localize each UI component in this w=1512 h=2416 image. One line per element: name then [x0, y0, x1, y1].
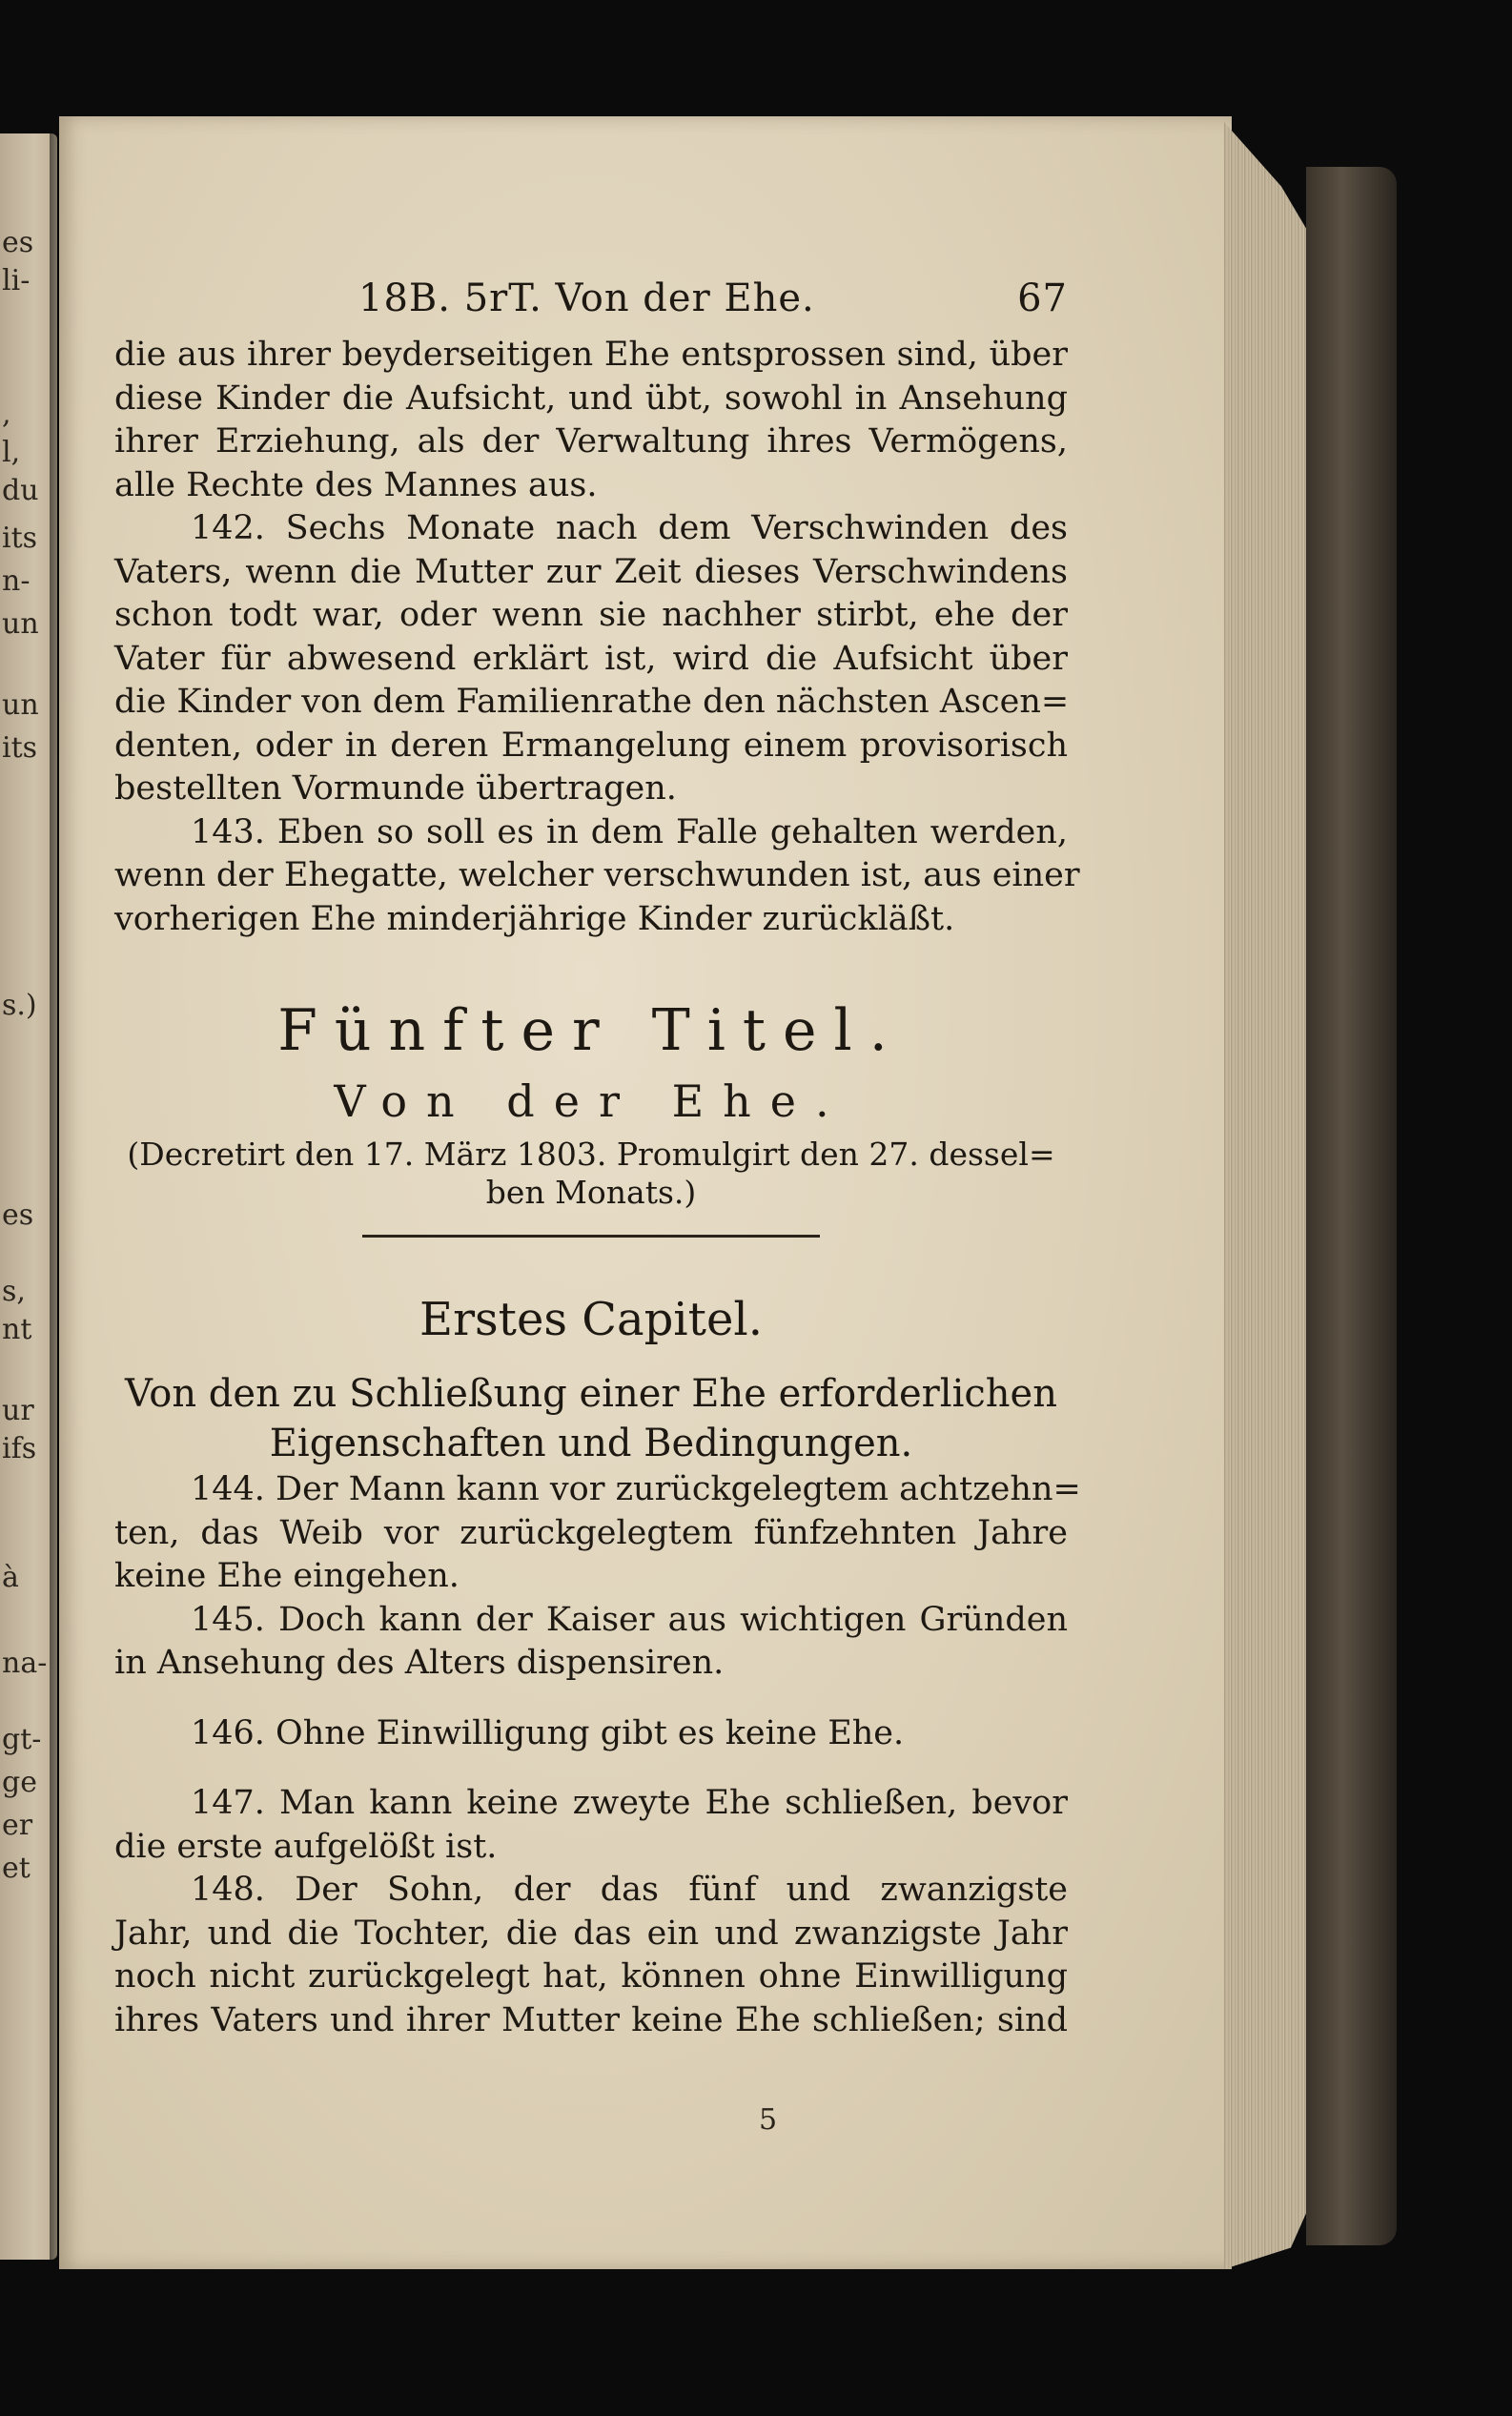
left-page-fragment: its [2, 731, 38, 765]
text-line: Vater für abwesend erklärt ist, wird die Aufsicht über [114, 639, 1068, 678]
text-line: alle Rechte des Mannes aus. [114, 465, 598, 504]
left-page-fragments [0, 133, 57, 2260]
chapter-subtitle [114, 1369, 1068, 1468]
paragraph-143 [114, 811, 1080, 942]
text-line: in Ansehung des Alters dispensiren. [114, 1644, 725, 1682]
left-page-fragment: du [2, 474, 39, 507]
text-line: 148. Der Sohn, der das fünf und zwanzigste [191, 1871, 1068, 1909]
left-page-fragment: s.) [2, 989, 37, 1022]
left-page-fragment: er [2, 1809, 33, 1842]
paragraph-147 [114, 1782, 1068, 1869]
paragraph-144 [114, 1468, 1081, 1599]
left-facing-page [0, 133, 57, 2260]
left-page-fragment: un [2, 688, 39, 722]
text-line: 145. Doch kann der Kaiser aus wichtigen Gründen [191, 1600, 1068, 1639]
page-edges [1224, 122, 1319, 2269]
book-cover-edge [1306, 167, 1397, 2245]
paragraph-145 [114, 1599, 1068, 1686]
text-line: 147. Man kann keine zweyte Ehe schließen, bevor [191, 1784, 1068, 1822]
text-line: vorherigen Ehe minderjährige Kinder zurückläßt. [114, 899, 955, 938]
text-line: die aus ihrer beyderseitigen Ehe entsprossen sind, über [114, 336, 1068, 374]
title-heading: Fünfter Titel. [277, 997, 905, 1064]
chapter-subtitle-line-2: Eigenschaften und Bedingungen. [269, 1422, 913, 1465]
left-page-fragment: ifs [2, 1432, 37, 1465]
text-line: die Kinder von dem Familienrathe den nächsten Ascen= [114, 683, 1070, 721]
text-line: ihres Vaters und ihrer Mutter keine Ehe schließen; sind [114, 2000, 1068, 2039]
left-page-fragment: l, [2, 436, 21, 469]
left-page-fragment: ge [2, 1766, 37, 1799]
text-line: 144. Der Mann kann vor zurückgelegtem achtzehn= [191, 1470, 1081, 1508]
divider-rule [362, 1235, 820, 1238]
left-page-fragment: ur [2, 1394, 34, 1427]
left-page-fragment: nt [2, 1313, 32, 1346]
title-subheading: Von der Ehe. [334, 1075, 848, 1127]
text-line: noch nicht zurückgelegt hat, können ohne Einwilligung [114, 1957, 1068, 1996]
text-line: Jahr, und die Tochter, die das ein und zwanzigste Jahr [114, 1914, 1068, 1953]
text-line: die erste aufgelößt ist. [114, 1827, 498, 1866]
decree-line-1: (Decretirt den 17. März 1803. Promulgirt den 27. dessel= [127, 1136, 1055, 1173]
left-page-fragment: à [2, 1561, 19, 1594]
continued-paragraph [114, 334, 1068, 507]
text-line: ten, das Weib vor zurückgelegtem fünfzehnten Jahre [114, 1513, 1068, 1552]
decree-note [114, 1136, 1068, 1212]
left-page-fragment: li- [2, 264, 31, 297]
text-line: bestellten Vormunde übertragen. [114, 769, 677, 808]
left-page-fragment: n- [2, 564, 31, 598]
left-page-fragment: et [2, 1852, 31, 1885]
paragraph-146 [114, 1712, 1068, 1756]
page-text [114, 276, 1081, 2042]
text-line: 143. Eben so soll es in dem Falle gehalten werden, [191, 812, 1068, 851]
left-page-fragment: na- [2, 1647, 48, 1680]
left-page-fragment: , [2, 398, 11, 431]
running-head [114, 276, 1068, 334]
paragraph-148 [114, 1869, 1068, 2042]
text-line: diese Kinder die Aufsicht, und übt, sowohl in Ansehung [114, 379, 1068, 418]
text-line: 146. Ohne Einwilligung gibt es keine Ehe. [191, 1713, 905, 1752]
page-number: 67 [1017, 276, 1068, 320]
text-line: 142. Sechs Monate nach dem Verschwinden des [191, 509, 1068, 547]
left-page-fragment: s, [2, 1275, 26, 1308]
decree-line-2: ben Monats.) [485, 1174, 697, 1211]
text-line: Vaters, wenn die Mutter zur Zeit dieses Verschwindens [114, 552, 1068, 591]
signature-mark: 5 [759, 2103, 778, 2137]
left-page-fragment: its [2, 522, 38, 555]
left-page-fragment: un [2, 607, 39, 641]
text-line: schon todt war, oder wenn sie nachher stirbt, ehe der [114, 596, 1068, 634]
chapter-heading: Erstes Capitel. [419, 1293, 763, 1346]
chapter-subtitle-line-1: Von den zu Schließung einer Ehe erforderlichen [125, 1372, 1057, 1416]
text-line: keine Ehe eingehen. [114, 1557, 460, 1595]
running-head-title: 18B. 5rT. Von der Ehe. [358, 276, 815, 320]
text-line: wenn der Ehegatte, welcher verschwunden ist, aus einer [114, 856, 1080, 894]
left-page-fragment: es [2, 1198, 34, 1232]
text-line: ihrer Erziehung, als der Verwaltung ihres Vermögens, [114, 422, 1068, 461]
text-line: denten, oder in deren Ermangelung einem provisorisch [114, 726, 1068, 765]
left-page-fragment: gt- [2, 1723, 42, 1756]
paragraph-142 [114, 507, 1068, 811]
left-page-fragment: es [2, 226, 34, 259]
